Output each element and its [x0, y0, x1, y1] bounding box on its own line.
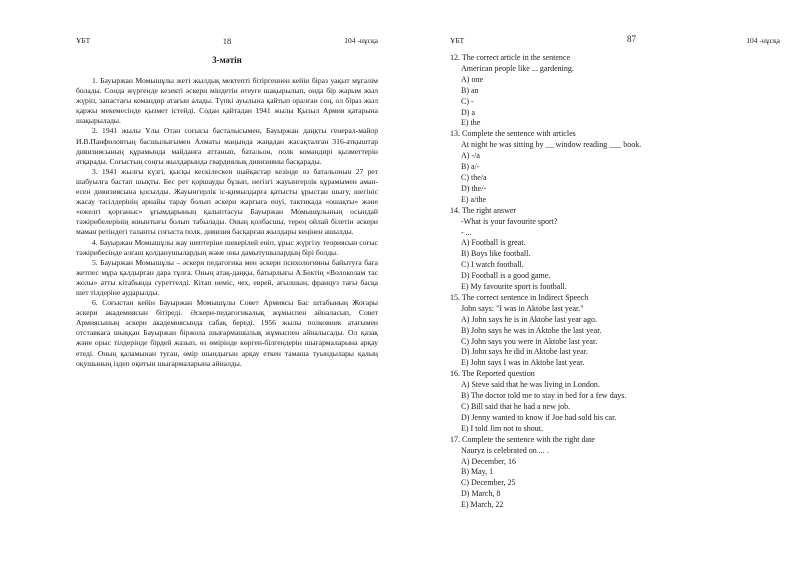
answer-option: E) March, 22: [461, 500, 504, 510]
question-prompt: 16. The Reported question: [450, 369, 535, 379]
answer-option: D) a: [461, 107, 475, 117]
question-12: [450, 53, 780, 129]
question-list: [450, 53, 780, 511]
question-14: [450, 206, 780, 293]
paragraph-2: 2. 1941 жылы Ұлы Отан соғысы басталысымен, Бауыржан даңқты генерал-майор И.В.Панфиловтың басшылығымен Алматы маңында жаңадан жасақталған 316-атқыштар дивизиясының құрамында майданға аттанып, батальон, полк командирі қызметтерін атқарады. Соғыстың соңғы жылдарында гвардиялық дивизияны басқарады.: [76, 126, 378, 166]
header-variant: 104 -нұсқа: [746, 36, 780, 45]
header-exam-label: ҰБТ: [450, 36, 465, 45]
question-prompt: 15. The correct sentence in Indirect Speech: [450, 292, 589, 302]
answer-option: E) I told Jim not to shout.: [461, 423, 543, 433]
answer-option: A) one: [461, 74, 483, 84]
answer-option: E) My favourite sport is football.: [461, 282, 567, 292]
answer-option: D) the/-: [461, 183, 487, 193]
answer-option: E) John says I was in Aktobe last year.: [461, 358, 585, 368]
paragraph-4: 4. Бауыржан Момышұлы жау шептеріне шекерілей еніп, ұрыс жүргізу теориясын соғыс тәжірибесінде алғаш қолданушылардың және оны дамытушылардың бірі болды.: [76, 237, 378, 257]
answer-option: C) -: [461, 96, 474, 106]
answer-option: A) Steve said that he was living in London.: [461, 380, 600, 390]
answer-option: B) a/-: [461, 162, 480, 172]
question-prompt: 17. Complete the sentence with the right date: [450, 434, 595, 444]
text-body: [76, 55, 378, 369]
question-prompt: 13. Complete the sentence with articles: [450, 129, 576, 139]
answer-option: B) John says he was in Aktobe the last year.: [461, 325, 602, 335]
header-exam-label: ҰБТ: [76, 36, 91, 45]
answer-option: C) John says you were in Aktobe last year.: [461, 336, 598, 346]
answer-option: E) the: [461, 118, 481, 128]
page-number: 18: [222, 36, 232, 46]
left-page-header: [76, 36, 378, 48]
question-16: [450, 369, 780, 434]
question-sentence: John says: "I was in Aktobe last year.": [461, 303, 584, 313]
question-prompt: 14. The right answer: [450, 205, 517, 215]
question-sentence: -What is your favourite sport?: [461, 216, 558, 226]
answer-option: B) an: [461, 85, 479, 95]
answer-option: D) Jenny wanted to know if Joe had sold his car.: [461, 412, 617, 422]
question-17: [450, 435, 780, 511]
answer-option: C) I watch football.: [461, 260, 524, 270]
answer-option: B) May, 1: [461, 467, 494, 477]
header-variant: 104 -нұсқа: [344, 36, 378, 45]
answer-option: C) December, 25: [461, 478, 516, 488]
question-sentence: American people like ... gardening.: [461, 63, 574, 73]
page-number: 87: [627, 34, 636, 44]
paragraph-5: 5. Бауыржан Момышұлы – әскери педагогика мен әскери психологияны байытуға баға жетпес мұра қалдырған дара тұлға. Оның атақ-даңқы, батырлығы А.Бектің «Волоколам тас жолы» атты кітабында суреттелді. Кітап неміс, чех, еврей, ағылшын, француз тағы басқа шет тілдеріне аударылды.: [76, 257, 378, 297]
answer-option: C) Bill said that he had a new job.: [461, 402, 571, 411]
question-sentence: At night he was sitting by __ window reading ___ book.: [461, 140, 642, 150]
answer-option: B) Boys like football.: [461, 249, 531, 259]
question-13: [450, 129, 780, 205]
paragraph-6: 6. Соғыстан кейін Бауыржан Момышұлы Совет Армиясы Бас штабының Жоғары әскери академиясын бітіреді. Әскери-педагогикалық жұмыспен айналасып, Совет Армиясының әскери академиясында сабақ береді. 1956 жылы полковник атағымен отставкаға шыққан Бауыржан біржола шығармашылық жұмыспен айналысады. Ол қазақ және орыс тілдерінде бірдей жазып, өз өмірінде көрген-білгендерін шығармаларына арқау етеді. Оның қаламынан туған, өмір шындығын арқау еткен тамаша туындылары қалың оқушының іздеп оқитын шығармаларына айналды.: [76, 298, 378, 368]
answer-option: A) -/a: [461, 151, 480, 161]
question-15: [450, 293, 780, 369]
answer-option: C) the/a: [461, 172, 487, 182]
question-sentence: - ...: [461, 227, 472, 237]
right-page-header: [450, 36, 780, 48]
paragraph-1: 1. Бауыржан Момышұлы жеті жылдық мектепті бітіргеннен кейін біраз уақыт мұғалім болады. Сонда жүргенде кезекті әскери міндетін өтеуге шақырылып, онда бір жарым жыл жүріп, запастағы командир атағын алады. Түпкі ауылына қайтып оралған соң, ол біраз жыл қаржы мекемесінде қызмет істейді. Содан қайтадан 1941 жылы Қызыл Армия қатарына шақырылады.: [76, 76, 378, 126]
answer-option: D) March, 8: [461, 489, 501, 499]
paragraph-3: 3. 1941 жылғы күзгі, қысқы кескілескен шайқастар кезінде өз батальонын 27 рет шабуылға бастап шықты. Бес рет қоршауды бұзып, негізгі жауынгерлік құрамымен аман-есен дивизиясына қосылды. Жауынгерлік іс-қимылдарға қатысты ұрыстан шығу, шегініс жасау тәсілдерінің арнайы тарау болып әскери жарғыға енуі, тактикада «ошақты» және «ежелгі қорғаныс» ұғымдарының қалыптасуы Бауыржан Момышұлының осындай тәжірибелерінің жиынтығы болып табылады. Оның қолбасшы, терең ойлай білетін әскери маман ретіндегі таланты соғыста полк, дивизия басқарған жылдары кеңінен ашылды.: [76, 166, 378, 237]
answer-option: E) a/the: [461, 194, 487, 204]
answer-option: A) Football is great.: [461, 238, 526, 248]
answer-option: A) John says he is in Aktobe last year ago.: [461, 314, 597, 324]
answer-option: B) The doctor told me to stay in bed for a few days.: [461, 391, 627, 401]
text-title: 3-мәтін: [212, 55, 242, 65]
question-sentence: Nauryz is celebrated on ... .: [461, 445, 549, 455]
answer-option: A) December, 16: [461, 456, 516, 466]
question-prompt: 12. The correct article in the sentence: [450, 53, 571, 62]
answer-option: D) John says he did in Aktobe last year.: [461, 347, 588, 357]
answer-option: D) Football is a good game.: [461, 271, 551, 281]
